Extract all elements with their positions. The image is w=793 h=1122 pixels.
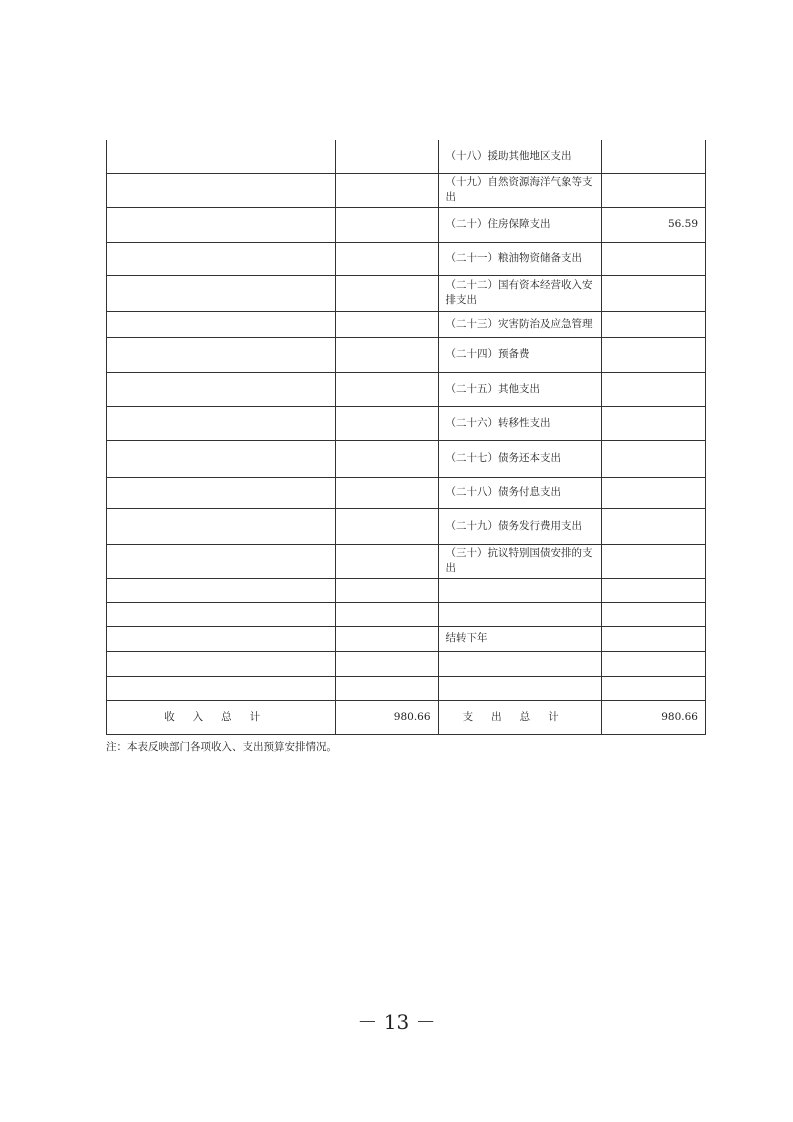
expense-amount-cell xyxy=(601,406,705,440)
expense-item-cell: （二十二）国有资本经营收入安排支出 xyxy=(438,275,601,311)
income-total-label: 收入总计 xyxy=(107,700,336,734)
income-item-cell xyxy=(107,508,336,544)
income-item-cell xyxy=(107,311,336,337)
expense-item-cell xyxy=(438,651,601,676)
income-amount-cell xyxy=(336,275,438,311)
income-item-cell xyxy=(107,242,336,275)
expense-item-cell: （二十一）粮油物资储备支出 xyxy=(438,242,601,275)
income-item-cell xyxy=(107,544,336,578)
income-item-cell xyxy=(107,477,336,508)
table-row xyxy=(107,140,706,173)
expense-amount-cell xyxy=(601,311,705,337)
income-total-amount: 980.66 xyxy=(336,700,438,734)
total-row xyxy=(107,700,706,734)
expense-amount-cell xyxy=(601,508,705,544)
table-row xyxy=(107,477,706,508)
income-item-cell xyxy=(107,173,336,207)
income-item-cell xyxy=(107,207,336,242)
table-row xyxy=(107,651,706,676)
income-amount-cell xyxy=(336,626,438,651)
expense-amount-cell xyxy=(601,275,705,311)
expense-amount-cell xyxy=(601,140,705,173)
expense-item-cell: （二十）住房保障支出 xyxy=(438,207,601,242)
income-amount-cell xyxy=(336,311,438,337)
table-row xyxy=(107,626,706,651)
page-number: － 13 － xyxy=(357,1010,436,1034)
expense-item-cell: （二十八）债务付息支出 xyxy=(438,477,601,508)
income-item-cell xyxy=(107,578,336,602)
income-amount-cell xyxy=(336,242,438,275)
expense-amount-cell xyxy=(601,626,705,651)
table-row xyxy=(107,311,706,337)
table-row xyxy=(107,676,706,700)
expense-amount-cell xyxy=(601,676,705,700)
expense-item-cell: （二十五）其他支出 xyxy=(438,372,601,406)
income-amount-cell xyxy=(336,544,438,578)
expense-amount-cell xyxy=(601,477,705,508)
expense-amount-cell xyxy=(601,242,705,275)
table-row xyxy=(107,173,706,207)
income-item-cell xyxy=(107,406,336,440)
table-body xyxy=(107,140,706,734)
income-item-cell xyxy=(107,440,336,477)
expense-amount-cell xyxy=(601,578,705,602)
income-amount-cell xyxy=(336,508,438,544)
table-row xyxy=(107,578,706,602)
table-row xyxy=(107,275,706,311)
table-row xyxy=(107,337,706,372)
expense-amount-cell xyxy=(601,602,705,626)
income-item-cell xyxy=(107,651,336,676)
table-note: 注：本表反映部门各项收入、支出预算安排情况。 xyxy=(106,741,337,753)
table-row xyxy=(107,372,706,406)
table-row xyxy=(107,242,706,275)
expense-item-cell xyxy=(438,676,601,700)
expense-amount-cell xyxy=(601,337,705,372)
income-amount-cell xyxy=(336,140,438,173)
income-item-cell xyxy=(107,275,336,311)
income-amount-cell xyxy=(336,337,438,372)
table-row xyxy=(107,508,706,544)
income-amount-cell xyxy=(336,207,438,242)
expense-item-cell: （十八）援助其他地区支出 xyxy=(438,140,601,173)
expense-item-cell: （二十四）预备费 xyxy=(438,337,601,372)
expense-total-label: 支出总计 xyxy=(438,700,601,734)
expense-item-cell xyxy=(438,602,601,626)
income-item-cell xyxy=(107,602,336,626)
income-amount-cell xyxy=(336,651,438,676)
income-item-cell xyxy=(107,372,336,406)
table-row xyxy=(107,544,706,578)
expense-item-cell: （二十三）灾害防治及应急管理 xyxy=(438,311,601,337)
expense-amount-cell xyxy=(601,173,705,207)
income-item-cell xyxy=(107,140,336,173)
income-amount-cell xyxy=(336,440,438,477)
income-item-cell xyxy=(107,626,336,651)
expense-amount-cell xyxy=(601,651,705,676)
table-row xyxy=(107,602,706,626)
expense-item-cell: （二十六）转移性支出 xyxy=(438,406,601,440)
expense-total-amount: 980.66 xyxy=(601,700,705,734)
expense-item-cell: 结转下年 xyxy=(438,626,601,651)
expense-amount-cell xyxy=(601,372,705,406)
income-amount-cell xyxy=(336,372,438,406)
table-row xyxy=(107,440,706,477)
income-amount-cell xyxy=(336,602,438,626)
expense-amount-cell xyxy=(601,544,705,578)
income-amount-cell xyxy=(336,477,438,508)
expense-amount-cell xyxy=(601,440,705,477)
expense-item-cell: （十九）自然资源海洋气象等支出 xyxy=(438,173,601,207)
expense-item-cell: （三十）抗议特别国债安排的支出 xyxy=(438,544,601,578)
income-amount-cell xyxy=(336,173,438,207)
table-row xyxy=(107,406,706,440)
table-row xyxy=(107,207,706,242)
budget-table xyxy=(106,140,706,735)
expense-item-cell: （二十七）债务还本支出 xyxy=(438,440,601,477)
income-item-cell xyxy=(107,676,336,700)
income-amount-cell xyxy=(336,578,438,602)
expense-item-cell xyxy=(438,578,601,602)
expense-item-cell: （二十九）债务发行费用支出 xyxy=(438,508,601,544)
expense-amount-cell: 56.59 xyxy=(601,207,705,242)
income-item-cell xyxy=(107,337,336,372)
income-amount-cell xyxy=(336,676,438,700)
income-amount-cell xyxy=(336,406,438,440)
